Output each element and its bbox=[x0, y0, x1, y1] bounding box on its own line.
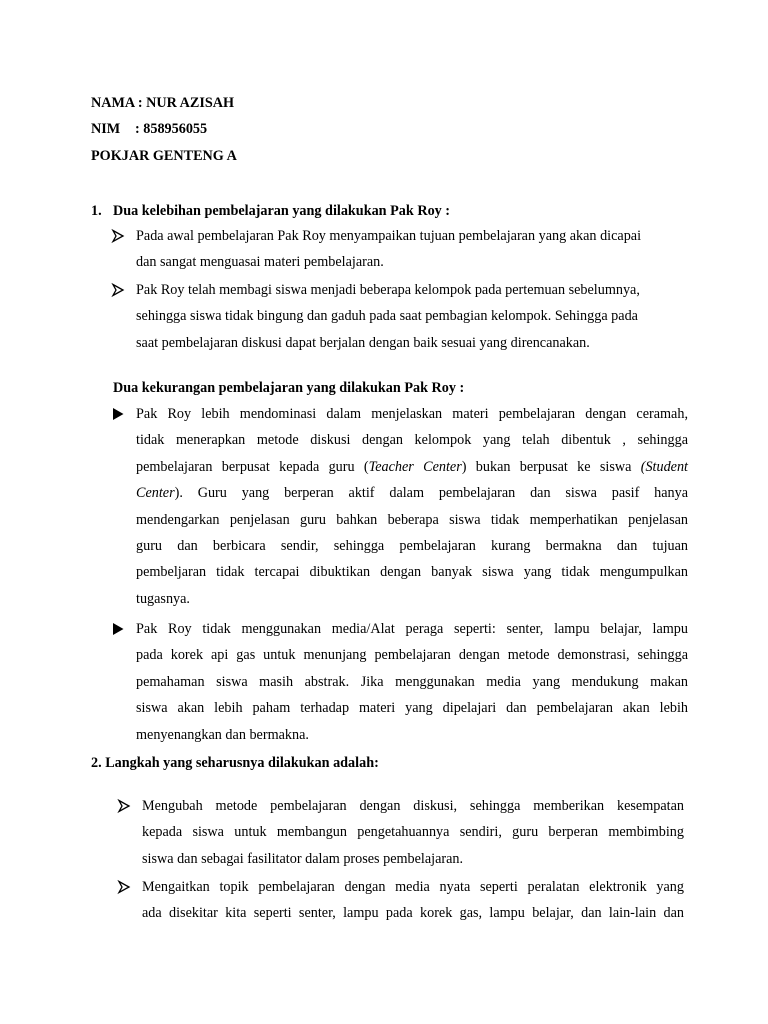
arrow-bullet-icon bbox=[111, 616, 127, 642]
text-line: kepada siswa untuk membangun pengetahuannya sendiri, guru berperan membimbing bbox=[142, 824, 684, 841]
text-line: pembeljaran tidak tercapai dibuktikan dengan banyak siswa yang tidak mengumpulkan bbox=[136, 564, 688, 581]
text-line: menyenangkan dan bermakna. bbox=[136, 726, 309, 743]
group-line: POKJAR GENTENG A bbox=[91, 148, 237, 164]
name-line bbox=[91, 93, 234, 113]
text-line: siswa dan sebagai fasilitator dalam proses pembelajaran. bbox=[142, 850, 464, 867]
text-line: Mengubah metode pembelajaran dengan diskusi, sehingga memberikan kesempatan bbox=[142, 798, 684, 814]
text-line: pada korek api gas untuk menunjang pembelajaran dengan metode demonstrasi, sehingga bbox=[136, 647, 688, 664]
section2-heading: 2. Langkah yang seharusnya dilakukan adalah: bbox=[91, 755, 379, 771]
text-line: Pak Roy tidak menggunakan media/Alat peraga seperti: senter, lampu belajar, lampu bbox=[136, 621, 688, 637]
step-text-2 bbox=[142, 874, 684, 927]
arrow-bullet-icon bbox=[117, 874, 133, 900]
section1-number: 1. bbox=[91, 203, 102, 219]
italic-term: Center bbox=[136, 485, 175, 502]
text-line: saat pembelajaran diskusi dapat berjalan dengan baik sesuai yang direncanakan. bbox=[136, 334, 590, 351]
section1-heading bbox=[91, 201, 450, 221]
advantage-text-1 bbox=[136, 223, 696, 276]
text-line: tugasnya. bbox=[136, 590, 190, 607]
text-line: pembelajaran berpusat kepada guru (Teacher Center) bukan berpusat ke siswa (Student bbox=[136, 458, 688, 475]
name-label: NAMA bbox=[91, 95, 135, 111]
text-line: siswa akan lebih paham terhadap materi yang dipelajari dan pembelajaran akan lebih bbox=[136, 700, 688, 717]
text-line: Pada awal pembelajaran Pak Roy menyampaikan tujuan pembelajaran yang akan dicapai bbox=[136, 228, 642, 244]
step-text-1 bbox=[142, 793, 684, 872]
weakness-text-1 bbox=[136, 401, 688, 612]
italic-term: (Student bbox=[640, 458, 688, 475]
nim-label: NIM bbox=[91, 121, 121, 137]
name-value: : NUR AZISAH bbox=[137, 95, 235, 111]
nim-line bbox=[91, 119, 207, 139]
arrow-bullet-icon bbox=[111, 401, 127, 427]
text-line: Pak Roy lebih mendominasi dalam menjelaskan materi pembelajaran dengan ceramah, bbox=[136, 406, 688, 422]
advantage-text-2 bbox=[136, 277, 696, 356]
nim-value: : 858956055 bbox=[135, 121, 208, 137]
arrow-bullet-icon bbox=[117, 793, 133, 819]
text-line: dan sangat menguasai materi pembelajaran. bbox=[136, 254, 384, 271]
section1-title: Dua kelebihan pembelajaran yang dilakukan Pak Roy : bbox=[113, 203, 451, 219]
text-line: Pak Roy telah membagi siswa menjadi beberapa kelompok pada pertemuan sebelumnya, bbox=[136, 282, 640, 298]
text-line: ada disekitar kita seperti senter, lampu pada korek gas, lampu belajar, dan lain-lain dan bbox=[142, 905, 684, 922]
arrow-bullet-icon bbox=[111, 223, 127, 249]
italic-term: Teacher Center bbox=[368, 458, 462, 475]
text-line: mendengarkan penjelasan guru bahkan beberapa siswa tidak memperhatikan penjelasan bbox=[136, 511, 688, 528]
weaknesses-heading: Dua kekurangan pembelajaran yang dilakukan Pak Roy : bbox=[113, 380, 465, 396]
text-line: Mengaitkan topik pembelajaran dengan media nyata seperti peralatan elektronik yang bbox=[142, 879, 684, 895]
text-line: sehingga siswa tidak bingung dan gaduh pada saat pembagian kelompok. Sehingga pada bbox=[136, 308, 638, 325]
text-line: pemahaman siswa masih abstrak. Jika menggunakan media yang mendukung makan bbox=[136, 673, 688, 690]
weakness-text-2 bbox=[136, 616, 688, 748]
text-line: Center). Guru yang berperan aktif dalam pembelajaran dan siswa pasif hanya bbox=[136, 485, 688, 502]
text-line: guru dan berbicara sendir, sehingga pembelajaran kurang bermakna dan tujuan bbox=[136, 538, 688, 555]
text-line: tidak menerapkan metode diskusi dengan kelompok yang telah dibentuk , sehingga bbox=[136, 432, 688, 449]
arrow-bullet-icon bbox=[111, 277, 127, 303]
